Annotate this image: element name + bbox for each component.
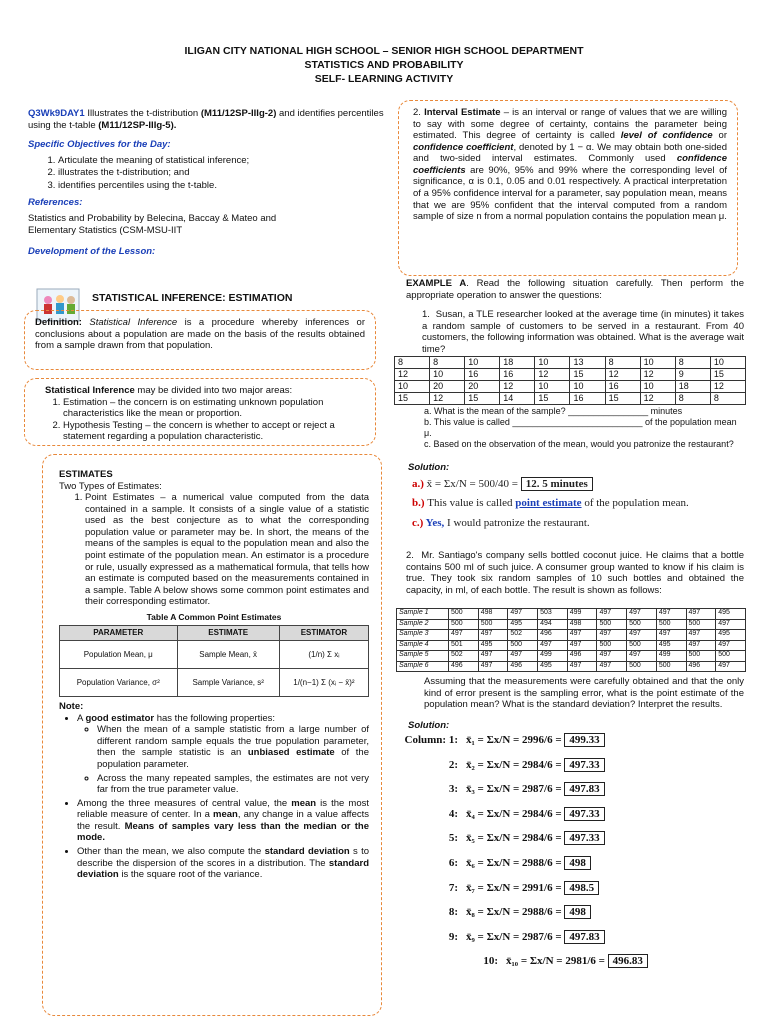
- table-cell: 495: [716, 630, 746, 641]
- table-cell: 497: [508, 609, 538, 620]
- table-cell: 12: [640, 368, 675, 380]
- mean-result: 497.33: [564, 758, 604, 772]
- table-cell: 502: [449, 651, 479, 662]
- objectives-list: [58, 155, 388, 192]
- mean-formula: x̄₈ = Σx/N = 2988/6 =: [466, 906, 565, 919]
- reference-line: Statistics and Probability by Belecina, Baccay & Mateo and: [28, 213, 277, 225]
- table-cell: Sample 2: [397, 619, 449, 630]
- table-cell: 500: [716, 651, 746, 662]
- table-cell: 500: [478, 619, 508, 630]
- table-cell: 500: [449, 609, 479, 620]
- table-cell: 500: [627, 619, 657, 630]
- example-section: [406, 278, 744, 355]
- table-cell: 16: [605, 380, 640, 392]
- table-cell: 500: [597, 640, 627, 651]
- wait-time-table: [394, 356, 746, 405]
- table-cell: 497: [478, 630, 508, 641]
- table-row: [395, 368, 746, 380]
- competency-text: Q3Wk9DAY1 Illustrates the t-distribution (M11/12SP-IIIg-2) and identifies percentiles using the t-table (M11/12SP-IIIg-5).: [28, 108, 384, 131]
- table-cell: 12: [605, 368, 640, 380]
- subject-title: STATISTICS AND PROBABILITY: [304, 59, 464, 71]
- table-cell: 497: [656, 609, 686, 620]
- definition-box: Definition: Statistical Inference is a procedure whereby inferences or conclusions about a population are made on the basis of the results obtained from a sample drawn from that population.: [24, 310, 376, 370]
- solution-label: Solution:: [408, 462, 450, 473]
- table-cell: 12: [395, 368, 430, 380]
- reference-line: Elementary Statistics (CSM-MSU-IIT: [28, 224, 183, 236]
- note-item: • Other than the mean, we also compute the standard deviation s to describe the dispersion of the scores in a distribution. The standard deviation is the square root of the variance.: [77, 846, 369, 881]
- mean-result: 498: [564, 905, 591, 919]
- question-b: b. This value is called __________________________ of the population mean μ.: [424, 416, 737, 438]
- problem-2: 2. Mr. Santiago's company sells bottled coconut juice. He claims that a bottle contains 500 ml of such juice. A consumer group wanted to know if his claim is true. They took six random samples of 10 such bottles and obtained the capacity, in ml, of each bottle. The result is shown as follows:: [406, 550, 744, 596]
- table-cell: 497: [597, 661, 627, 672]
- table-cell: 12: [430, 392, 465, 404]
- note-list: [77, 713, 369, 881]
- question-a: a. What is the mean of the sample? ________________ minutes: [424, 406, 683, 416]
- table-row: Population Variance, σ² Sample Variance, s² 1/(n−1) Σ (xᵢ − x̄)²: [60, 669, 369, 697]
- table-cell: 499: [567, 609, 597, 620]
- mean-result: 497.83: [564, 782, 604, 796]
- column-label: 7:: [448, 881, 458, 894]
- table-cell: 497: [686, 609, 716, 620]
- table-row: [397, 640, 746, 651]
- table-cell: 500: [627, 661, 657, 672]
- table-cell: 14: [500, 392, 535, 404]
- column-label: 4:: [448, 807, 458, 820]
- table-row: [397, 609, 746, 620]
- note-title: Note:: [59, 701, 84, 713]
- table-cell: 8: [430, 357, 465, 369]
- objective-item: 2. illustrates the t-distribution; and: [58, 167, 388, 179]
- areas-box: Statistical Inference may be divided into two major areas: 1. Estimation – the concern is on estimating unknown population characteristics like the mean or proportion. 2. Hypothesis Testing – the concern is whether to accept or reject a statement regarding a population characteristic.: [24, 378, 376, 446]
- problem-2-question: Assuming that the measurements were carefully obtained and that the only kind of error present is the sampling error, what is the point estimate of the population mean? What is the standard deviation? Interpret the results.: [424, 676, 744, 711]
- table-cell: 10: [465, 357, 500, 369]
- table-cell: 8: [675, 392, 710, 404]
- objective-item: 3. identifies percentiles using the t-table.: [58, 180, 388, 192]
- mean-result: 499.33: [564, 733, 604, 747]
- column-mean-row: [400, 734, 605, 747]
- table-cell: 499: [538, 651, 568, 662]
- table-cell: 496: [686, 661, 716, 672]
- table-cell: 494: [538, 619, 568, 630]
- table-cell: 497: [597, 651, 627, 662]
- table-cell: 15: [605, 392, 640, 404]
- table-cell: 10: [430, 368, 465, 380]
- references-title: References:: [28, 197, 83, 209]
- mean-formula: x̄₇ = Σx/N = 2991/6 =: [466, 881, 565, 894]
- table-cell: 503: [538, 609, 568, 620]
- table-cell: 495: [538, 661, 568, 672]
- table-cell: 15: [570, 368, 605, 380]
- table-row: [397, 661, 746, 672]
- note-item: • A good estimator has the following properties: ◦ When the mean of a sample statistic from a large number of different random sample equals the true population parameter, then the sample statistic is an unbiased estimate of the population parameter. ◦ Across the many repeated samples, the estimates are not very far from the true parameter value.: [77, 713, 369, 796]
- estimates-box: [42, 454, 382, 1016]
- table-cell: 8: [710, 392, 745, 404]
- school-name: ILIGAN CITY NATIONAL HIGH SCHOOL – SENIOR HIGH SCHOOL DEPARTMENT: [184, 45, 584, 57]
- table-cell: 497: [567, 640, 597, 651]
- table-cell: 502: [508, 630, 538, 641]
- column-mean-row: [440, 955, 648, 968]
- mean-result: 497.33: [564, 807, 604, 821]
- column-label: Column: 1:: [404, 734, 458, 746]
- table-cell: 500: [656, 661, 686, 672]
- mean-result: 498.5: [564, 881, 599, 895]
- problem-1: 1. Susan, a TLE researcher looked at the average time (in minutes) it takes a random sample of customers to be served in a restaurant. From 40 customers, the following information was obtained. What is the average wait time?: [422, 309, 744, 355]
- column-label: 8:: [448, 906, 458, 919]
- estimates-subtitle: Two Types of Estimates:: [59, 480, 162, 492]
- table-cell: 8: [605, 357, 640, 369]
- table-cell: 16: [500, 368, 535, 380]
- table-cell: 500: [508, 640, 538, 651]
- area-item: 2. Hypothesis Testing – the concern is whether to accept or reject a statement regarding a population characteristic.: [63, 420, 365, 443]
- table-cell: 497: [478, 651, 508, 662]
- interval-estimate-box: 2. Interval Estimate – is an interval or range of values that we are willing to say with some degree of certainty, contains the parameter being estimated. This degree of certainty is called level of confidence or confidence coefficient, denoted by 1 − α. We may obtain both one-sided and two-sided interval estimates. Commonly used confidence coefficients are 90%, 95% and 99% where the corresponding level of significance, α is 0.1, 0.05 and 0.01 respectively. A practical interpretation of a 95% confidence interval for a parameter, say population mean, means that we are 95% confident that the interval computed from a random sample of size n from a normal population contains the population mean μ.: [398, 100, 738, 276]
- column-mean-row: [400, 808, 605, 821]
- lesson-title: STATISTICAL INFERENCE: ESTIMATION: [92, 292, 293, 304]
- table-cell: 497: [449, 630, 479, 641]
- table-cell: 20: [465, 380, 500, 392]
- column-mean-row: [400, 857, 591, 870]
- table-cell: 12: [640, 392, 675, 404]
- areas-list: [63, 397, 365, 443]
- mean-formula: x̄₁₀ = Σx/N = 2981/6 =: [506, 955, 608, 968]
- table-cell: 495: [716, 609, 746, 620]
- table-cell: 495: [508, 619, 538, 630]
- objective-item: 1. Articulate the meaning of statistical inference;: [58, 155, 388, 167]
- mean-formula: x̄₆ = Σx/N = 2988/6 =: [466, 857, 565, 869]
- table-header: ESTIMATOR: [279, 626, 368, 641]
- table-cell: 497: [656, 630, 686, 641]
- mean-formula: x̄₃ = Σx/N = 2987/6 =: [466, 783, 565, 796]
- table-cell: 10: [640, 380, 675, 392]
- intro: [28, 108, 388, 258]
- table-header: ESTIMATE: [177, 626, 279, 641]
- left-column: [28, 108, 388, 881]
- mean-result: 497.33: [564, 831, 604, 845]
- column-label: 9:: [448, 930, 458, 943]
- table-cell: 495: [478, 640, 508, 651]
- question-c: c. Based on the observation of the mean, would you patronize the restaurant?: [424, 438, 734, 449]
- note-subitem: ◦ When the mean of a sample statistic from a large number of different random sample equals the true population parameter, then the sample statistic is an unbiased estimate of the population parameter.: [97, 724, 369, 770]
- table-cell: 18: [500, 357, 535, 369]
- table-cell: 500: [686, 651, 716, 662]
- questions: [424, 406, 744, 450]
- table-cell: 15: [710, 368, 745, 380]
- table-cell: 497: [508, 651, 538, 662]
- table-row: [395, 380, 746, 392]
- table-header: PARAMETER: [60, 626, 178, 641]
- note-subitem: ◦ Across the many repeated samples, the estimates are not very far from the true parameter value.: [97, 773, 369, 796]
- table-row: Population Mean, μ Sample Mean, x̄ (1/n) Σ xᵢ: [60, 641, 369, 669]
- table-cell: 496: [538, 630, 568, 641]
- table-cell: 496: [567, 651, 597, 662]
- table-cell: 497: [627, 630, 657, 641]
- table-cell: 500: [627, 640, 657, 651]
- column-mean-row: [400, 832, 605, 845]
- table-cell: 497: [597, 609, 627, 620]
- table-cell: 16: [465, 368, 500, 380]
- table-cell: Sample 3: [397, 630, 449, 641]
- column-label: 3:: [448, 783, 458, 796]
- solution-1: a.) x̄ = Σx/N = 500/40 = 12. 5 minutes b.) This value is called point estimate of the population mean. c.) Yes, I would patronize the restaurant.: [412, 478, 689, 529]
- table-cell: 12: [710, 380, 745, 392]
- table-cell: 497: [686, 630, 716, 641]
- table-cell: 497: [716, 640, 746, 651]
- column-label: 6:: [448, 857, 458, 869]
- table-cell: 10: [570, 380, 605, 392]
- table-cell: 497: [567, 661, 597, 672]
- table-cell: 499: [656, 651, 686, 662]
- table-cell: Sample 1: [397, 609, 449, 620]
- table-cell: 15: [535, 392, 570, 404]
- solution-2-label: Solution:: [408, 720, 450, 731]
- mean-formula: x̄₄ = Σx/N = 2984/6 =: [466, 807, 565, 820]
- mean-result: 496.83: [608, 954, 648, 968]
- estimate-types: [85, 492, 369, 608]
- table-cell: 498: [567, 619, 597, 630]
- table-cell: 498: [478, 609, 508, 620]
- estimates-title: ESTIMATES: [59, 469, 113, 480]
- table-cell: 497: [716, 661, 746, 672]
- table-cell: 10: [710, 357, 745, 369]
- column-label: 10:: [483, 955, 498, 968]
- table-row: [395, 392, 746, 404]
- samples-table: [396, 608, 746, 672]
- mean-formula: x̄₂ = Σx/N = 2984/6 =: [466, 758, 565, 771]
- table-cell: 20: [430, 380, 465, 392]
- table-cell: 497: [716, 619, 746, 630]
- development-title: Development of the Lesson:: [28, 246, 156, 258]
- area-item: 1. Estimation – the concern is on estimating unknown population characteristics like the mean or proportion.: [63, 397, 365, 420]
- table-cell: 18: [675, 380, 710, 392]
- table-cell: 500: [656, 619, 686, 630]
- table-cell: 12: [535, 368, 570, 380]
- column-label: 2:: [448, 758, 458, 771]
- table-cell: 10: [535, 357, 570, 369]
- table-cell: 10: [395, 380, 430, 392]
- table-cell: 15: [395, 392, 430, 404]
- mean-result: 498: [564, 856, 591, 870]
- table-row: [397, 619, 746, 630]
- table-cell: 497: [627, 651, 657, 662]
- point-estimates-table: [59, 625, 369, 697]
- note-item: • Among the three measures of central value, the mean is the most reliable measure of center. In a mean, any change in a value affects the result. Means of samples vary less than the median or the mode.: [77, 798, 369, 844]
- table-cell: 497: [478, 661, 508, 672]
- answer-box: 12. 5 minutes: [521, 477, 593, 491]
- table-cell: 497: [686, 640, 716, 651]
- mean-formula: x̄₁ = Σx/N = 2996/6 =: [466, 734, 565, 746]
- table-cell: 10: [535, 380, 570, 392]
- table-cell: 497: [567, 630, 597, 641]
- table-cell: 12: [500, 380, 535, 392]
- mean-result: 497.83: [564, 930, 604, 944]
- column-mean-row: [400, 759, 605, 772]
- point-estimates: 1. Point Estimates – a numerical value computed from the data contained in a sample. It consists of a single value of a statistic used as the best conjecture as to what the corresponding population value or parameter may be. In short, the means of the means of the samples is equal to the population mean and also the point estimate of the population mean. An estimator is a procedure or rule, usually expressed as a mathematical formula, that tells how an estimate is computed based on the measurements contained in a sample. Table A below shows some common point estimates and their corresponding estimator.: [85, 492, 369, 608]
- table-row: [397, 630, 746, 641]
- table-cell: 497: [597, 630, 627, 641]
- table-cell: 501: [449, 640, 479, 651]
- activity-title: SELF- LEARNING ACTIVITY: [314, 73, 454, 85]
- document-header: [0, 44, 768, 86]
- objectives-title: Specific Objectives for the Day:: [28, 139, 171, 151]
- column-mean-row: [400, 783, 605, 796]
- table-cell: 497: [538, 640, 568, 651]
- table-cell: 9: [675, 368, 710, 380]
- table-cell: 495: [656, 640, 686, 651]
- table-cell: 10: [640, 357, 675, 369]
- example-intro: EXAMPLE A. Read the following situation carefully. Then perform the appropriate operation to answer the questions:: [406, 278, 744, 301]
- table-cell: 500: [449, 619, 479, 630]
- column-mean-row: [400, 931, 605, 944]
- mean-formula: x̄₅ = Σx/N = 2984/6 =: [466, 832, 565, 845]
- table-cell: 497: [627, 609, 657, 620]
- table-cell: 500: [686, 619, 716, 630]
- column-mean-row: [400, 882, 599, 895]
- table-cell: Sample 6: [397, 661, 449, 672]
- table-cell: 500: [597, 619, 627, 630]
- table-cell: 496: [449, 661, 479, 672]
- table-cell: 8: [395, 357, 430, 369]
- week-code: Q3Wk9DAY1: [28, 108, 85, 119]
- table-cell: 496: [508, 661, 538, 672]
- column-mean-row: [400, 906, 591, 919]
- table-row: [395, 357, 746, 369]
- table-cell: Sample 5: [397, 651, 449, 662]
- table-a-title: Table A Common Point Estimates: [146, 611, 282, 622]
- table-cell: Sample 4: [397, 640, 449, 651]
- table-row: [397, 651, 746, 662]
- table-cell: 8: [675, 357, 710, 369]
- column-label: 5:: [448, 832, 458, 845]
- table-cell: 16: [570, 392, 605, 404]
- table-cell: 13: [570, 357, 605, 369]
- table-cell: 15: [465, 392, 500, 404]
- mean-formula: x̄₉ = Σx/N = 2987/6 =: [466, 930, 565, 943]
